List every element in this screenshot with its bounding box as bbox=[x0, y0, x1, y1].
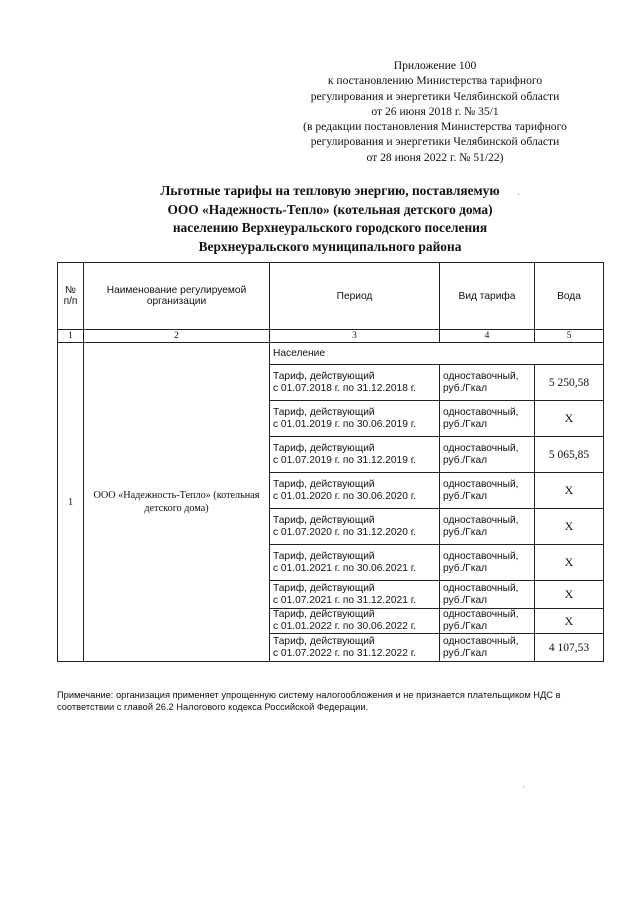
header-water: Вода bbox=[535, 263, 604, 330]
period-dates: с 01.01.2022 г. по 30.06.2022 г. bbox=[273, 621, 417, 632]
column-number-row bbox=[58, 330, 604, 343]
period-dates: с 01.01.2020 г. по 30.06.2020 г. bbox=[273, 490, 417, 502]
tariff-type-cell bbox=[440, 634, 535, 662]
water-value: Х bbox=[535, 509, 604, 545]
tariff-table bbox=[57, 262, 604, 662]
tariff-unit: руб./Гкал bbox=[443, 621, 488, 632]
tariff-type: одноставочный, bbox=[443, 370, 519, 382]
tariff-type-cell bbox=[440, 473, 535, 509]
tariff-unit: руб./Гкал bbox=[443, 647, 488, 659]
period-label: Тариф, действующий bbox=[273, 442, 375, 454]
appendix-line: к постановлению Министерства тарифного bbox=[327, 74, 543, 88]
title-line: Льготные тарифы на тепловую энергию, поставляемую bbox=[160, 183, 500, 198]
period-dates: с 01.07.2021 г. по 31.12.2021 г. bbox=[273, 594, 417, 606]
period-dates: с 01.01.2021 г. по 30.06.2021 г. bbox=[273, 562, 417, 574]
tariff-type: одноставочный, bbox=[443, 406, 519, 418]
tariff-type-cell bbox=[440, 365, 535, 401]
tariff-type-cell bbox=[440, 509, 535, 545]
header-num: № п/п bbox=[58, 263, 84, 330]
period-dates: с 01.07.2022 г. по 31.12.2022 г. bbox=[273, 647, 417, 659]
water-value: 5 065,85 bbox=[535, 437, 604, 473]
title-line: населению Верхнеуральского городского поселения bbox=[172, 220, 488, 235]
header-period: Период bbox=[270, 263, 440, 330]
tariff-type: одноставочный, bbox=[443, 582, 519, 594]
column-number: 1 bbox=[58, 330, 84, 343]
period-dates: с 01.01.2019 г. по 30.06.2019 г. bbox=[273, 418, 417, 430]
period-cell bbox=[270, 437, 440, 473]
tariff-type-cell bbox=[440, 581, 535, 609]
water-value: Х bbox=[535, 581, 604, 609]
tariff-type-cell bbox=[440, 401, 535, 437]
tariff-type-cell bbox=[440, 609, 535, 634]
period-dates: с 01.07.2020 г. по 31.12.2020 г. bbox=[273, 526, 417, 538]
period-label: Тариф, действующий bbox=[273, 550, 375, 562]
row-number: 1 bbox=[58, 343, 84, 662]
column-number: 5 bbox=[535, 330, 604, 343]
tariff-unit: руб./Гкал bbox=[443, 594, 488, 606]
period-cell bbox=[270, 609, 440, 634]
water-value: Х bbox=[535, 609, 604, 634]
period-dates: с 01.07.2019 г. по 31.12.2019 г. bbox=[273, 454, 417, 466]
water-value: 5 250,58 bbox=[535, 365, 604, 401]
water-value: Х bbox=[535, 401, 604, 437]
period-cell bbox=[270, 581, 440, 609]
table-header-row bbox=[58, 263, 604, 330]
appendix-line: от 28 июня 2022 г. № 51/22) bbox=[366, 150, 504, 164]
tariff-unit: руб./Гкал bbox=[443, 562, 488, 574]
tariff-unit: руб./Гкал bbox=[443, 526, 488, 538]
appendix-line: регулирования и энергетики Челябинской области bbox=[310, 89, 560, 103]
tariff-type-cell bbox=[440, 437, 535, 473]
tariff-unit: руб./Гкал bbox=[443, 454, 488, 466]
water-value: Х bbox=[535, 473, 604, 509]
water-value: 4 107,53 bbox=[535, 634, 604, 662]
period-label: Тариф, действующий bbox=[273, 370, 375, 382]
tariff-type: одноставочный, bbox=[443, 514, 519, 526]
tariff-type: одноставочный, bbox=[443, 478, 519, 490]
period-cell bbox=[270, 401, 440, 437]
scan-speck bbox=[518, 193, 519, 195]
tariff-type: одноставочный, bbox=[443, 442, 519, 454]
period-cell bbox=[270, 473, 440, 509]
period-label: Тариф, действующий bbox=[273, 406, 375, 418]
organization-name: ООО «Надежность-Тепло» (котельная детского дома) bbox=[84, 343, 270, 662]
tariff-type: одноставочный, bbox=[443, 609, 519, 620]
period-cell bbox=[270, 634, 440, 662]
column-number: 4 bbox=[440, 330, 535, 343]
appendix-reference bbox=[270, 58, 600, 165]
header-organization: Наименование регулируемой организации bbox=[84, 263, 270, 330]
group-label: Население bbox=[270, 343, 604, 365]
title-line: Верхнеуральского муниципального района bbox=[198, 238, 462, 254]
period-cell bbox=[270, 365, 440, 401]
period-cell bbox=[270, 545, 440, 581]
appendix-line: от 26 июня 2018 г. № 35/1 bbox=[371, 104, 499, 118]
period-cell bbox=[270, 509, 440, 545]
tariff-unit: руб./Гкал bbox=[443, 490, 488, 502]
footnote: Примечание: организация применяет упрощенную систему налогообложения и не признается плательщиком НДС в соответствии с главой 26.2 Налогового кодекса Российской Федерации. bbox=[57, 690, 561, 712]
appendix-line: Приложение 100 bbox=[393, 59, 477, 72]
tariff-type: одноставочный, bbox=[443, 635, 519, 647]
group-row bbox=[58, 343, 604, 365]
period-label: Тариф, действующий bbox=[273, 478, 375, 490]
period-label: Тариф, действующий bbox=[273, 514, 375, 526]
period-label: Тариф, действующий bbox=[273, 609, 375, 620]
header-tariff-type: Вид тарифа bbox=[440, 263, 535, 330]
tariff-type-cell bbox=[440, 545, 535, 581]
appendix-line: регулирования и энергетики Челябинской области bbox=[310, 135, 560, 149]
column-number: 3 bbox=[270, 330, 440, 343]
title-line: ООО «Надежность-Тепло» (котельная детского дома) bbox=[167, 201, 493, 217]
tariff-unit: руб./Гкал bbox=[443, 382, 488, 394]
tariff-type: одноставочный, bbox=[443, 550, 519, 562]
document-title bbox=[70, 182, 590, 256]
scan-speck bbox=[523, 786, 524, 788]
appendix-line: (в редакции постановления Министерства тарифного bbox=[303, 120, 567, 134]
column-number: 2 bbox=[84, 330, 270, 343]
period-label: Тариф, действующий bbox=[273, 582, 375, 594]
water-value: Х bbox=[535, 545, 604, 581]
tariff-unit: руб./Гкал bbox=[443, 418, 488, 430]
period-dates: с 01.07.2018 г. по 31.12.2018 г. bbox=[273, 382, 417, 394]
period-label: Тариф, действующий bbox=[273, 635, 375, 647]
